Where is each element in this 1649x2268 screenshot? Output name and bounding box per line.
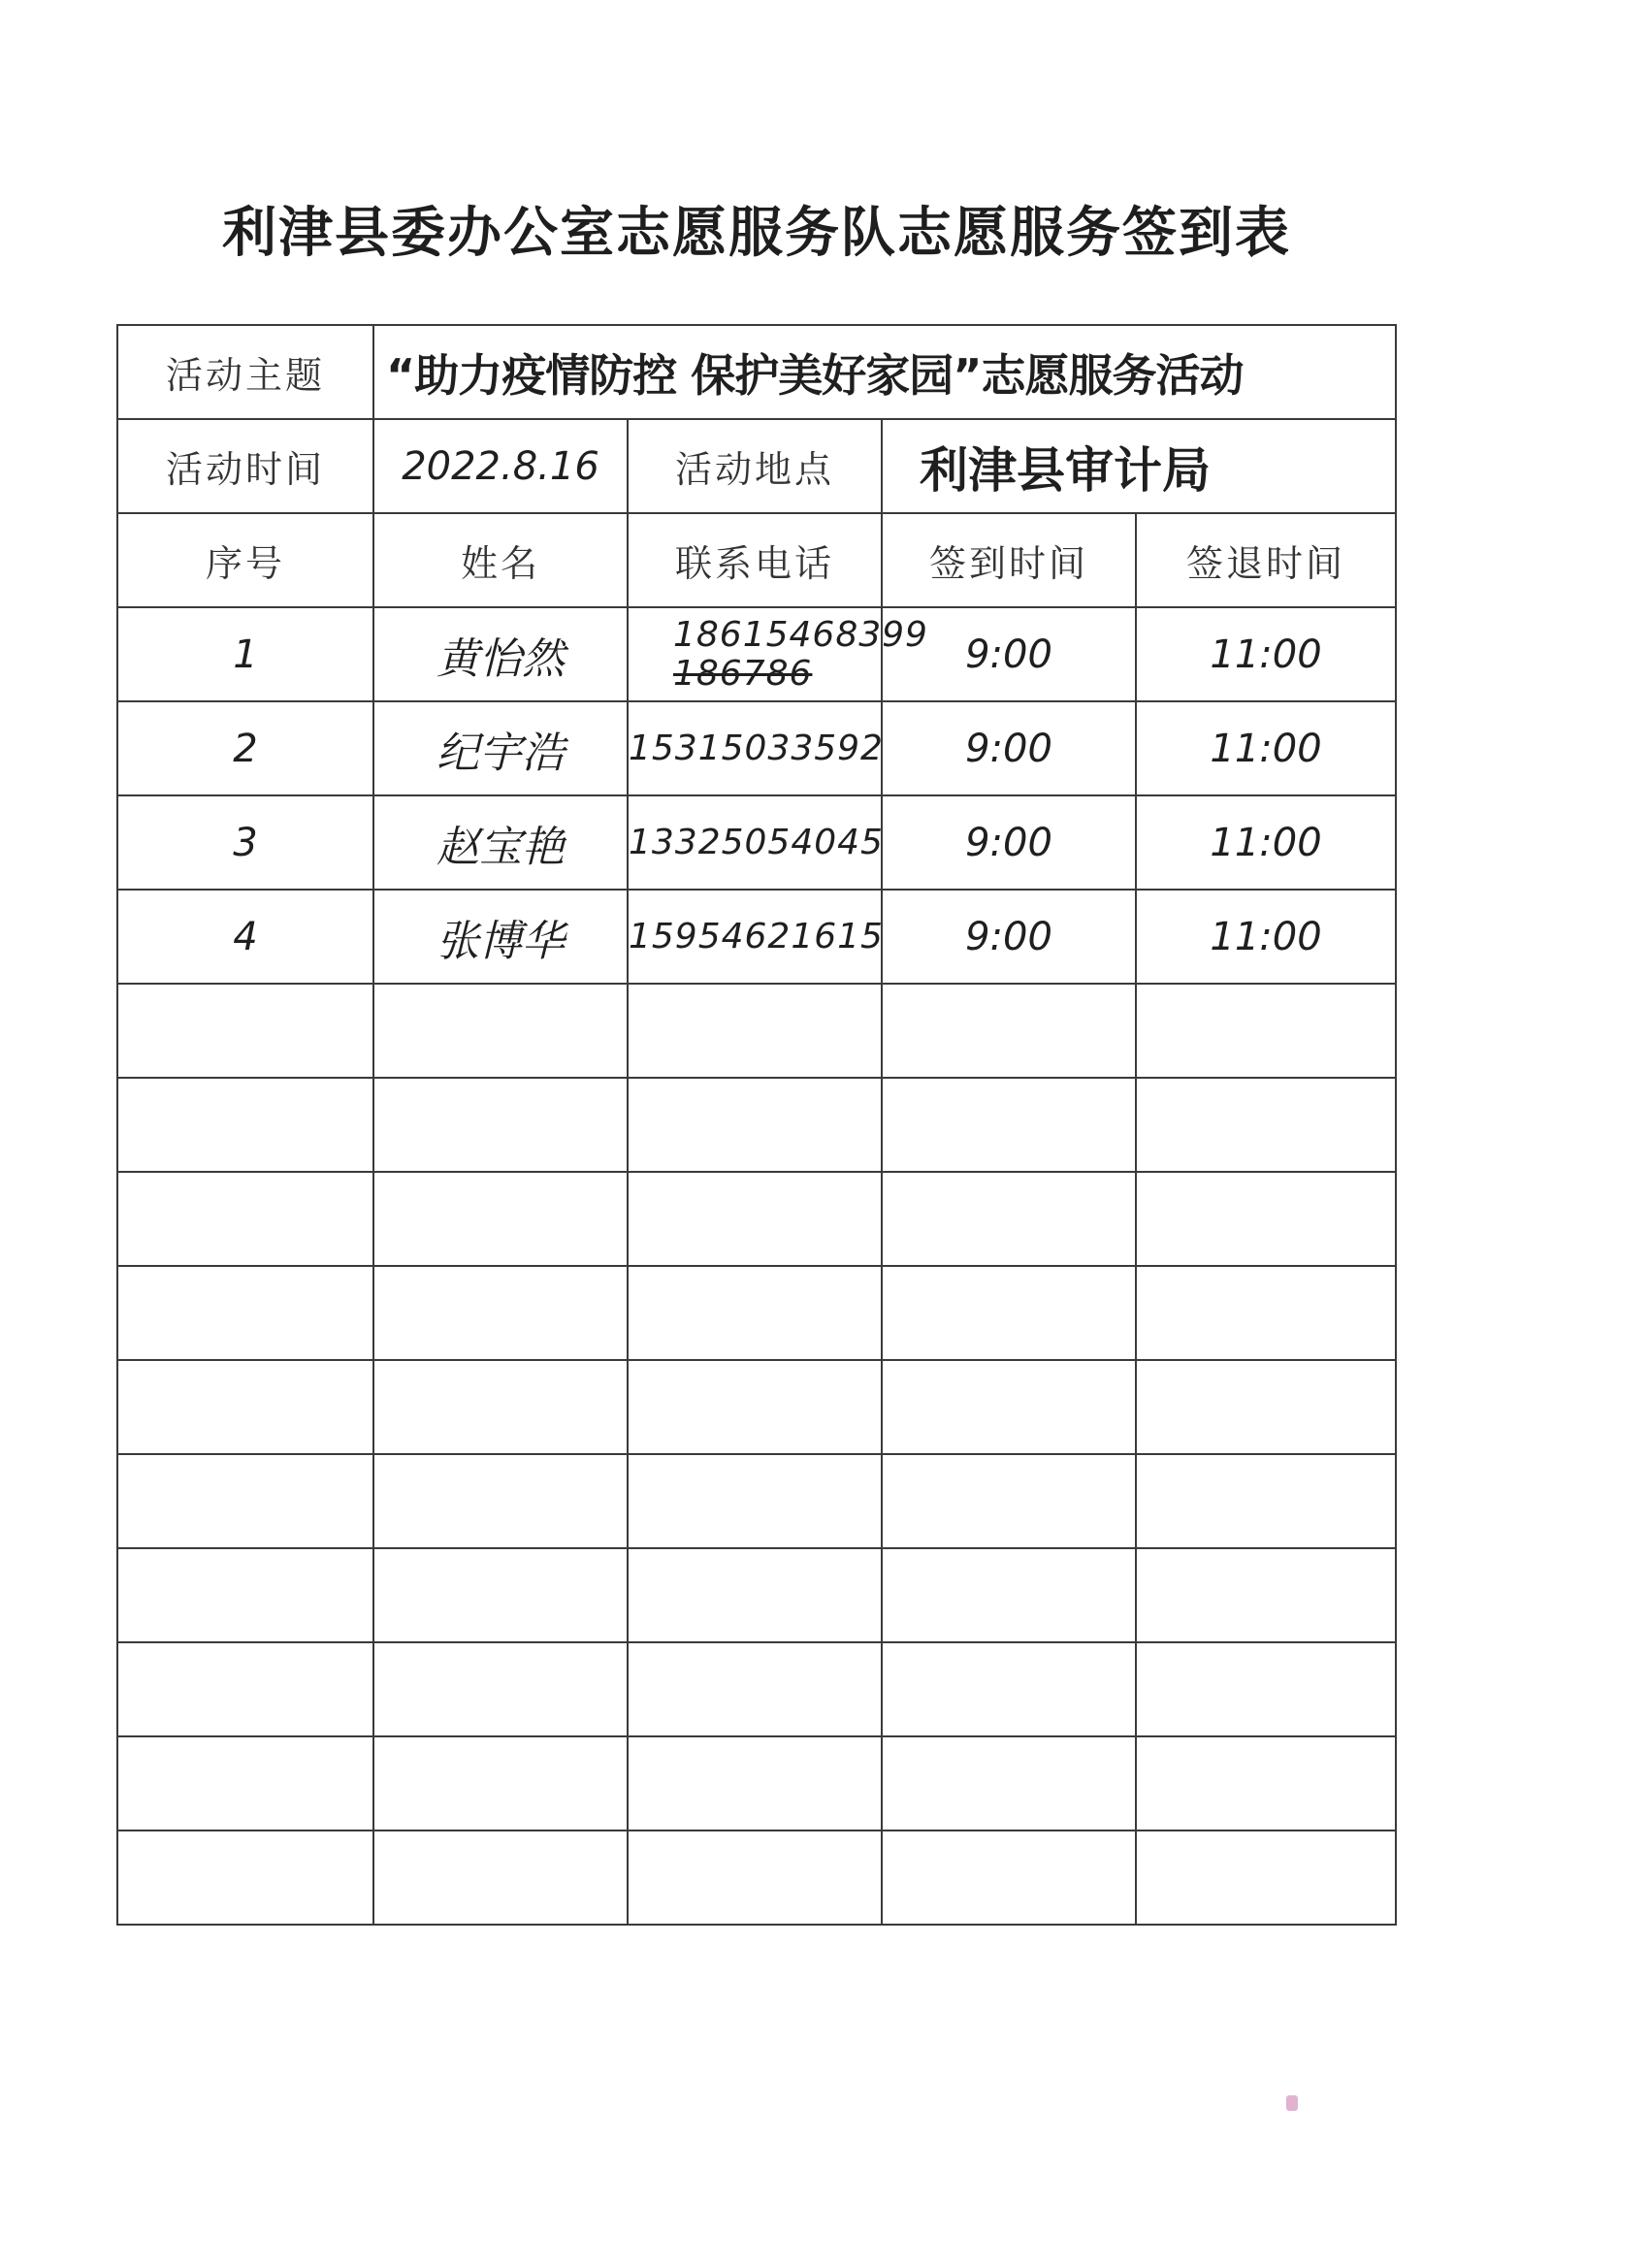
row-phone: 18615468399 [673,614,928,655]
table-row [117,607,1396,701]
empty-cell [628,1548,882,1642]
row-signout: 11:00 [1136,795,1396,890]
row-seq: 4 [117,890,373,984]
place-label: 活动地点 [628,419,882,513]
empty-row [117,1172,1396,1266]
empty-cell [1136,1266,1396,1360]
row-name: 纪宇浩 [373,701,628,795]
empty-cell [882,1642,1136,1736]
row-seq: 1 [117,607,373,701]
empty-cell [628,1078,882,1172]
empty-cell [882,1831,1136,1925]
empty-cell [373,1642,628,1736]
row-phone: 15954621615 [628,890,882,984]
empty-row [117,1548,1396,1642]
document-title: 利津县委办公室志愿服务队志愿服务签到表 [222,201,1291,265]
empty-cell [882,1172,1136,1266]
empty-row [117,1642,1396,1736]
theme-row [117,325,1396,419]
row-signin: 9:00 [882,607,1136,701]
empty-cell [373,1360,628,1454]
empty-cell [1136,1172,1396,1266]
time-value: 2022.8.16 [373,419,628,513]
empty-cell [882,984,1136,1078]
empty-cell [628,1266,882,1360]
time-place-row [117,419,1396,513]
empty-cell [373,1736,628,1831]
empty-cell [117,1831,373,1925]
empty-cell [1136,1736,1396,1831]
empty-cell [628,1831,882,1925]
column-header-phone: 联系电话 [628,513,882,607]
column-header-name: 姓名 [373,513,628,607]
theme-label: 活动主题 [117,325,373,419]
empty-cell [373,1172,628,1266]
empty-cell [1136,1454,1396,1548]
empty-cell [117,1172,373,1266]
empty-cell [117,1266,373,1360]
time-label: 活动时间 [117,419,373,513]
sign-in-table [116,324,1397,1926]
empty-row [117,1360,1396,1454]
row-signout: 11:00 [1136,701,1396,795]
column-header-signin: 签到时间 [882,513,1136,607]
row-phone-struck: 186786 [673,653,813,694]
empty-cell [117,1360,373,1454]
empty-row [117,1078,1396,1172]
empty-cell [117,1642,373,1736]
empty-cell [373,1831,628,1925]
row-seq: 3 [117,795,373,890]
theme-value: “助力疫情防控 保护美好家园”志愿服务活动 [373,325,1396,419]
row-phone: 13325054045 [628,795,882,890]
empty-row [117,1454,1396,1548]
place-value: 利津县审计局 [882,419,1396,513]
empty-cell [628,1360,882,1454]
table-row [117,795,1396,890]
empty-row [117,1736,1396,1831]
empty-cell [882,1078,1136,1172]
empty-cell [882,1454,1136,1548]
empty-cell [1136,1831,1396,1925]
empty-row [117,984,1396,1078]
empty-cell [882,1736,1136,1831]
row-seq: 2 [117,701,373,795]
row-phone-cell [628,607,928,701]
column-header-seq: 序号 [117,513,373,607]
empty-cell [117,1078,373,1172]
header-row [117,513,1396,607]
row-signout: 11:00 [1136,607,1396,701]
row-name: 赵宝艳 [373,795,628,890]
empty-cell [117,1736,373,1831]
empty-cell [1136,1360,1396,1454]
empty-cell [117,1454,373,1548]
empty-cell [628,1454,882,1548]
table-row [117,890,1396,984]
row-signout: 11:00 [1136,890,1396,984]
empty-cell [1136,1642,1396,1736]
empty-cell [1136,984,1396,1078]
empty-cell [373,1454,628,1548]
empty-cell [628,1172,882,1266]
empty-cell [628,1642,882,1736]
empty-row [117,1266,1396,1360]
empty-cell [628,1736,882,1831]
empty-cell [882,1360,1136,1454]
empty-cell [117,984,373,1078]
empty-row [117,1831,1396,1925]
row-phone: 15315033592 [628,701,882,795]
empty-cell [1136,1548,1396,1642]
row-signin: 9:00 [882,701,1136,795]
row-name: 张博华 [373,890,628,984]
empty-cell [1136,1078,1396,1172]
table-row [117,701,1396,795]
empty-cell [882,1266,1136,1360]
stamp-mark [1286,2095,1298,2111]
empty-cell [373,1266,628,1360]
empty-cell [373,1548,628,1642]
empty-cell [882,1548,1136,1642]
column-header-signout: 签退时间 [1136,513,1396,607]
empty-cell [117,1548,373,1642]
empty-cell [628,984,882,1078]
empty-cell [373,984,628,1078]
row-signin: 9:00 [882,795,1136,890]
row-signin: 9:00 [882,890,1136,984]
empty-cell [373,1078,628,1172]
row-name: 黄怡然 [373,607,628,701]
